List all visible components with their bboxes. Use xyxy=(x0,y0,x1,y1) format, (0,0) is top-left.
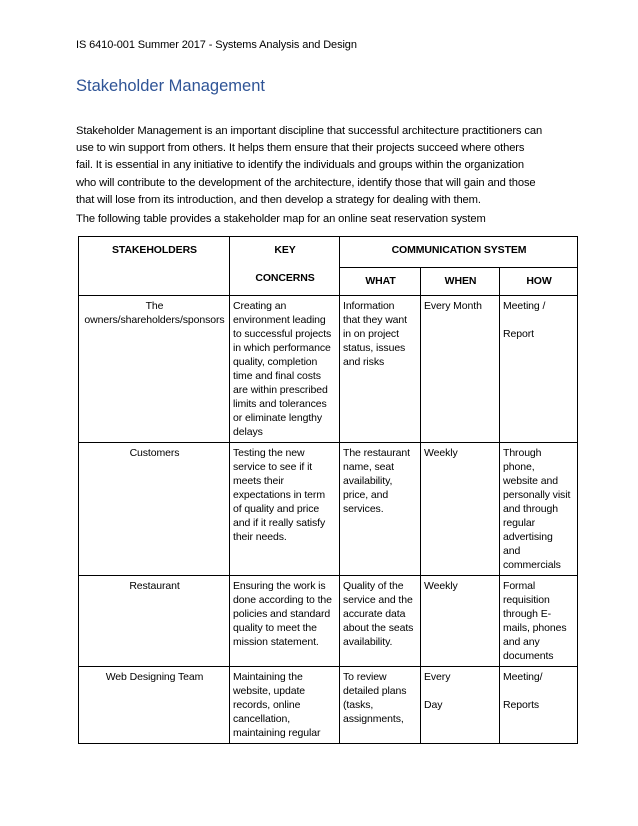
cell-line: limits and tolerances xyxy=(233,398,327,410)
cell-line: are within prescribed xyxy=(233,384,328,396)
cell-line: To review xyxy=(343,671,387,683)
header-key-concerns xyxy=(230,237,340,296)
when-cell xyxy=(421,576,500,667)
paragraph-line: use to win support from others. It helps them ensure that their projects succeed where others xyxy=(76,142,525,155)
cell-line: Web Designing Team xyxy=(105,671,204,683)
cell-line: mission statement. xyxy=(233,636,319,648)
cell-line: The xyxy=(145,300,164,312)
concerns-cell xyxy=(230,296,340,443)
cell-line: Information xyxy=(343,300,395,312)
cell-line: Testing the new xyxy=(233,447,305,459)
cell-line: requisition xyxy=(503,594,550,606)
header-when: WHEN xyxy=(421,267,500,295)
cell-line: regular xyxy=(503,517,535,529)
cell-line: delays xyxy=(233,426,263,438)
when-cell xyxy=(421,667,500,744)
cell-line: done according to the xyxy=(233,594,332,606)
stakeholder-cell xyxy=(79,296,230,443)
cell-line: name, seat xyxy=(343,461,394,473)
header-stakeholders: STAKEHOLDERS xyxy=(79,237,230,296)
when-cell xyxy=(421,296,500,443)
cell-line: and risks xyxy=(343,356,385,368)
cell-line: through E- xyxy=(503,608,552,620)
cell-line: availability, xyxy=(343,475,393,487)
section-title: Stakeholder Management xyxy=(76,77,265,95)
cell-line: Reports xyxy=(503,699,540,711)
cell-line: service and the xyxy=(343,594,413,606)
cell-line: about the seats xyxy=(343,622,414,634)
cell-line: Meeting/ xyxy=(503,671,543,683)
cell-line: Day xyxy=(424,699,443,711)
cell-line: Meeting / xyxy=(503,300,546,312)
header-what: WHAT xyxy=(340,267,421,295)
cell-line: and xyxy=(503,545,521,557)
stakeholder-cell xyxy=(79,443,230,576)
cell-line: The restaurant xyxy=(343,447,410,459)
cell-line: phone, xyxy=(503,461,535,473)
header-communication-system: COMMUNICATION SYSTEM xyxy=(340,237,578,268)
cell-line: Report xyxy=(503,328,534,340)
table-row xyxy=(79,443,578,576)
table-row xyxy=(79,296,578,443)
what-cell xyxy=(340,667,421,744)
cell-line: Quality of the xyxy=(343,580,404,592)
cell-line: availability. xyxy=(343,636,393,648)
cell-line: Customers xyxy=(129,447,180,459)
cell-line: time and final costs xyxy=(233,370,321,382)
intro-paragraph xyxy=(76,123,564,209)
table-row xyxy=(79,576,578,667)
cell-line: price, and xyxy=(343,489,389,501)
cell-line: Maintaining the xyxy=(233,671,303,683)
cell-line: documents xyxy=(503,650,554,662)
how-cell xyxy=(500,296,578,443)
cell-line: Restaurant xyxy=(129,580,180,592)
cell-line: in on project xyxy=(343,328,399,340)
stakeholder-map-table xyxy=(78,236,578,744)
cell-line: policies and standard xyxy=(233,608,331,620)
cell-line: mails, phones xyxy=(503,622,567,634)
cell-line: and if it really satisfy xyxy=(233,517,326,529)
cell-line: status, issues xyxy=(343,342,406,354)
cell-line: commercials xyxy=(503,559,561,571)
stakeholder-cell xyxy=(79,576,230,667)
cell-line: services. xyxy=(343,503,384,515)
cell-line: personally visit xyxy=(503,489,571,501)
cell-line: expectations in term xyxy=(233,489,325,501)
cell-line: quality, completion xyxy=(233,356,318,368)
cell-line: owners/shareholders/sponsors xyxy=(84,314,225,326)
cell-line: or eliminate lengthy xyxy=(233,412,323,424)
cell-line: accurate data xyxy=(343,608,406,620)
cell-line: quality to meet the xyxy=(233,622,317,634)
cell-line: and any xyxy=(503,636,540,648)
what-cell xyxy=(340,443,421,576)
cell-line: website and xyxy=(503,475,558,487)
cell-line: Weekly xyxy=(424,580,458,592)
cell-line: their needs. xyxy=(233,531,287,543)
cell-line: and through xyxy=(503,503,558,515)
paragraph-line: Stakeholder Management is an important discipline that successful architecture practitioners can xyxy=(76,125,543,137)
cell-line: Creating an xyxy=(233,300,287,312)
cell-line: records, online xyxy=(233,699,301,711)
stakeholder-cell xyxy=(79,667,230,744)
how-cell xyxy=(500,443,578,576)
table-intro: The following table provides a stakeholder map for an online seat reservation system xyxy=(76,213,486,225)
cell-line: Formal xyxy=(503,580,536,592)
paragraph-line: who will contribute to the development of the architecture, identify those that will gain and those xyxy=(76,176,536,189)
concerns-cell xyxy=(230,667,340,744)
cell-line: to successful projects xyxy=(233,328,332,340)
header-concerns: CONCERNS xyxy=(255,272,315,284)
header-how: HOW xyxy=(500,267,578,295)
concerns-cell xyxy=(230,443,340,576)
cell-line: meets their xyxy=(233,475,284,487)
what-cell xyxy=(340,296,421,443)
cell-line: Ensuring the work is xyxy=(233,580,326,592)
cell-line: Every xyxy=(424,671,451,683)
table-body xyxy=(79,296,578,744)
cell-line: that they want xyxy=(343,314,407,326)
concerns-cell xyxy=(230,576,340,667)
paragraph-line: that will lose from its introduction, and then develop a strategy for dealing with them. xyxy=(76,193,481,206)
page-header: IS 6410-001 Summer 2017 - Systems Analysis and Design xyxy=(76,39,357,51)
what-cell xyxy=(340,576,421,667)
how-cell xyxy=(500,667,578,744)
cell-line: advertising xyxy=(503,531,553,543)
cell-line: (tasks, xyxy=(343,699,374,711)
cell-line: Through xyxy=(503,447,542,459)
cell-line: website, update xyxy=(233,685,306,697)
cell-line: Weekly xyxy=(424,447,458,459)
table-row xyxy=(79,667,578,744)
how-cell xyxy=(500,576,578,667)
cell-line: assignments, xyxy=(343,713,404,725)
paragraph-line: fail. It is essential in any initiative to identify the individuals and groups within the organization xyxy=(76,159,524,172)
cell-line: maintaining regular xyxy=(233,727,321,739)
when-cell xyxy=(421,443,500,576)
header-key: KEY xyxy=(274,244,296,256)
cell-line: service to see if it xyxy=(233,461,313,473)
cell-line: detailed plans xyxy=(343,685,407,697)
cell-line: cancellation, xyxy=(233,713,291,725)
cell-line: of quality and price xyxy=(233,503,320,515)
cell-line: environment leading xyxy=(233,314,326,326)
cell-line: Every Month xyxy=(424,300,482,312)
cell-line: in which performance xyxy=(233,342,331,354)
